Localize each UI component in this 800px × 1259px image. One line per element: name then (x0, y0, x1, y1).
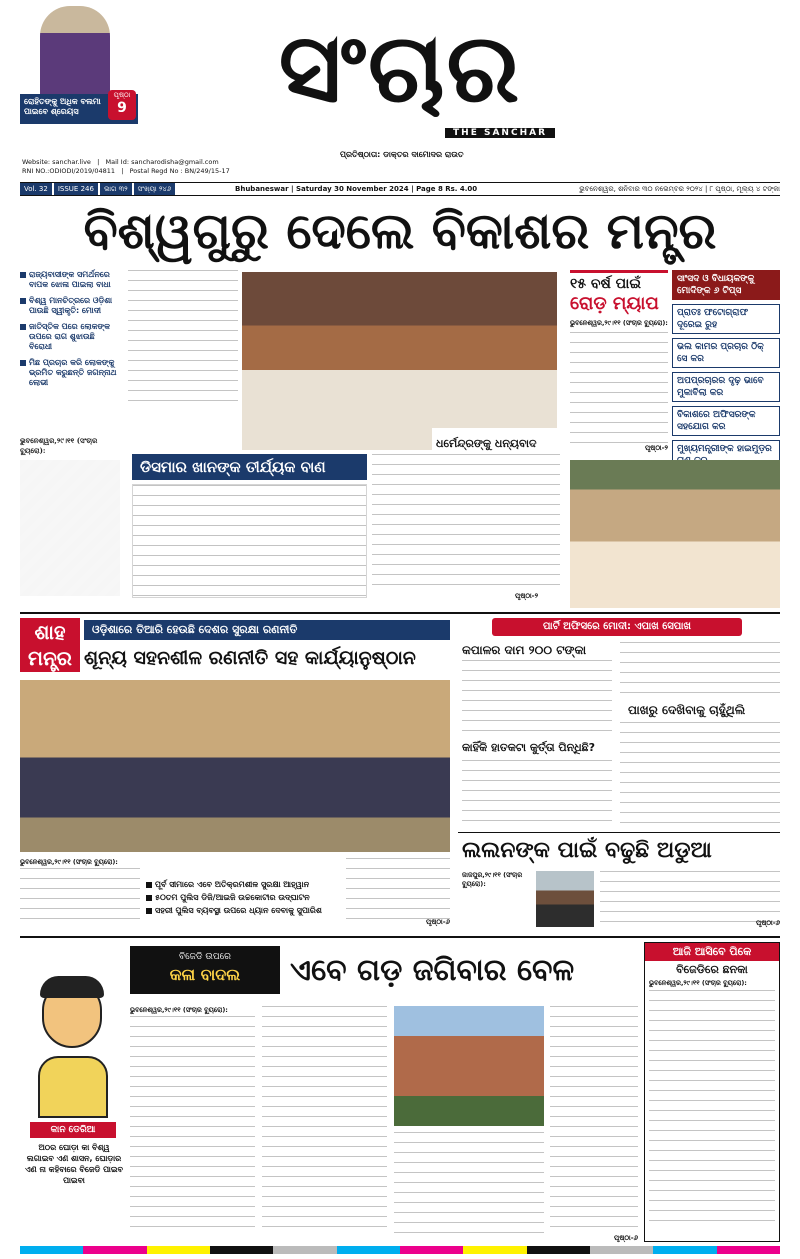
dateline-right: ଭୁବନେଶ୍ୱର, ଶନିବାର ୩୦ ନଭେମ୍ବର ୨୦୨୪ | ୮ ପୃଷ୍ଠା, ମୂଲ୍ୟ ୪ ଟଙ୍କା (579, 185, 780, 193)
party-office-section (458, 618, 780, 828)
promo-block[interactable] (20, 6, 138, 146)
shah-photo (20, 680, 450, 852)
shah-kicker: ଓଡ଼ିଶାରେ ତିଆରି ହେଉଛି ଦେଶର ସୁରକ୍ଷା ରଣନୀତି (84, 620, 450, 640)
mla-tip: ପ୍ରାତଃ ଫଟୋଗ୍ରାଫ ଦୂରେଇ ରୁହ (672, 304, 780, 334)
bjd-headline: ଏବେ ଗଡ଼ ଜଗିବାର ବେଳ (290, 953, 575, 988)
rni-text: RNI NO.:ODIODI/2019/04811 (22, 167, 116, 175)
bullet-icon (20, 324, 26, 330)
lead-sub-body (132, 484, 367, 598)
lead-section (20, 266, 565, 606)
lalan-headline: ଲଲନଙ୍କ ପାଇଁ ବଢୁଛି ଅଡୁଆ (462, 838, 712, 863)
section-divider-2 (20, 936, 780, 938)
masthead (0, 0, 800, 180)
dateline-bar (20, 182, 780, 196)
party-body-2 (620, 642, 780, 698)
lead-body-left (20, 436, 120, 596)
dateline-left (20, 183, 175, 195)
roadmap-title-main: ରୋଡ଼ ମ୍ୟାପ (570, 293, 659, 314)
bullet-icon (20, 272, 26, 278)
bjd-body-3 (394, 1132, 544, 1236)
lead-body-col2 (128, 270, 238, 410)
logo-subtitle: THE SANCHAR (445, 128, 555, 138)
promo-page-num: 9 (117, 100, 127, 116)
party-banner: ପାର୍ଟି ଅଫିସରେ ମୋଦୀ: ଏପାଖ ସେପାଖ (492, 618, 742, 636)
bjd-body-2 (262, 1006, 387, 1236)
bjd-kicker-bottom: କଳା ବାଦଲ (169, 965, 241, 984)
bullet-icon (20, 298, 26, 304)
mla-tips-box (672, 270, 780, 460)
bullet-icon (146, 895, 152, 901)
mla-tip: ବିକାଶରେ ଅଫିସରଙ୍କ ସହଯୋଗ କର (672, 406, 780, 436)
party-body-4 (620, 722, 780, 824)
mla-tip: ମୁଖ୍ୟମନ୍ତ୍ରୀଙ୍କ ହାଇମୁଡ଼ର (672, 440, 780, 470)
logo (235, 8, 565, 138)
promo-page-label: ପୃଷ୍ଠା (113, 91, 131, 99)
shah-cont[interactable]: ପୃଷ୍ଠା-୬ (426, 918, 450, 926)
promo-player-photo (40, 6, 110, 96)
lalan-cont[interactable]: ପୃଷ୍ଠା-୬ (756, 919, 780, 927)
promo-page-badge (108, 90, 136, 120)
lead-sub-headline: ଡିସମାର ଖାନଙ୍କ ତୀର୍ଯ୍ୟକ ବାଣ (132, 454, 367, 480)
sankhya-label: ସଂଖ୍ୟା ୨୪୬ (134, 183, 176, 195)
mla-tip: ଅପପ୍ରଚାରର ଦୃଢ଼ ଭାବେ ମୁକାବିଲା କର (672, 372, 780, 402)
shah-label: ଶାହ ମନ୍ତ୍ର (28, 620, 72, 670)
bjd-cont[interactable]: ପୃଷ୍ଠା-୬ (614, 1234, 638, 1242)
roadmap-body (570, 332, 668, 444)
cartoon-label: କାନ ଡେରିଆ (30, 1122, 116, 1138)
party-sub2: କାହିଁକି ହାତକଟା କୁର୍ତ୍ତା ପିନ୍ଧିଛି? (462, 741, 596, 754)
shah-headline: ଶୂନ୍ୟ ସହନଶୀଳ ରଣନୀତି ସହ କାର୍ଯ୍ୟାନୁଷ୍ଠାନ (84, 647, 416, 669)
lead-headline: ବିଶ୍ୱଗୁରୁ ଦେଲେ ବିକାଶର ମନ୍ତ୍ର (83, 202, 717, 260)
bjd-photo (394, 1006, 544, 1126)
pk-box (644, 942, 780, 1242)
promo-text: ରୋହିତଙ୍କୁ ଅଧିକ ବଲମା ପାଇବେ ଶ୍ରେୟସ (24, 97, 101, 116)
shah-body-right (346, 858, 450, 922)
bjd-section (130, 942, 638, 1242)
lead-cont[interactable]: ପୃଷ୍ଠା-୨ (515, 592, 539, 600)
roadmap-dateline: ଭୁବନେଶ୍ୱର,୨୯।୧୧ (ସଂଚାର ବ୍ୟୁରୋ): (570, 319, 668, 327)
lead-photo (242, 272, 557, 450)
lead-body-col3 (372, 454, 560, 594)
roadmap-cont[interactable]: ପୃଷ୍ଠା-୨ (644, 444, 668, 452)
cartoon-text: ଅଠର ଘୋଡ଼ା କା ବିଶ୍ୱ ଲଗାଇବ ଏଣ ଶାସନ, ଘୋଡ଼ାର ଏଣ ନା କହିବାରେ ବିଜେଡି ପାଇବ ପାଇବା (24, 1143, 123, 1185)
pk-body (649, 990, 775, 1226)
lalan-body (600, 871, 780, 927)
mla-tips-title: ସାଂସଦ ଓ ବିଧାୟକଙ୍କୁ ମୋଦିଙ୍କ ୬ ଟିପ୍ସ (672, 270, 780, 300)
lead-bullets (20, 270, 120, 410)
shah-label-box (20, 618, 80, 672)
shah-bullet: ସହରୀ ପୁଲିସ ବ୍ୟବସ୍ଥା ଉପରେ ଧ୍ୟାନ ଦେବାକୁ ସୁପାରିଶ (146, 906, 340, 916)
roadmap-section (570, 270, 668, 460)
website-text[interactable]: Website: sanchar.live (22, 158, 91, 166)
lead-bullet: ବିଶ୍ୱ ମାନଚିତ୍ରରେ ଓଡ଼ିଶା ପାଉଛି ସ୍ୱୀକୃତି: ମୋଦୀ (20, 296, 120, 316)
roadmap-title-top: ୧୫ ବର୍ଷ ପାଇଁ (570, 270, 668, 293)
party-body-3 (462, 760, 612, 824)
party-body-1 (462, 660, 612, 736)
party-lead: କପାଳର ଦାମ ୨୦୦ ଟଙ୍କା (462, 643, 587, 657)
mla-tip: ଭଲ କାମର ପ୍ରଚାର ଠିକ୍ ସେ କର (672, 338, 780, 368)
lalan-section (458, 832, 780, 928)
shah-bullet: ପୂର୍ବ ସୀମାରେ ଏବେ ଅତିକ୍ରମଶୀଳ ସୁରକ୍ଷା ଆହ୍ୱାନ (146, 880, 340, 890)
lead-photo-caption: ଧର୍ମେନ୍ଦ୍ରଙ୍କୁ ଧନ୍ୟବାଦ (436, 437, 537, 450)
shah-bullet: ୫୦ତମ ପୁଲିସ ଡିଜି/ଆଇଜି ଉଚ୍ଚକୋଟୀର ଉଦ୍‌ଘାଟନ (146, 893, 340, 903)
lead-bullet: ମିଛ ପ୍ରଚାର କରି ଲୋକଙ୍କୁ ଭ୍ରମିତ କରୁଛନ୍ତି ଜଗନ୍ନାଥ ଲୋଭୀ (20, 358, 120, 388)
bullet-icon (20, 360, 26, 366)
bullet-icon (146, 908, 152, 914)
cartoon-hair (40, 976, 104, 998)
shah-section (20, 618, 450, 928)
cartoon-image (24, 948, 122, 1118)
bjd-body-1 (130, 1016, 255, 1236)
bjd-body-4 (550, 1006, 638, 1236)
postal-text: Postal Regd No : BN/249/15-17 (129, 167, 230, 175)
color-strip (20, 1246, 780, 1254)
pk-dateline: ଭୁବନେଶ୍ୱର,୨୯।୧୧ (ସଂଚାର ବ୍ୟୁରୋ): (649, 979, 747, 987)
issue-label: ISSUE 246 (54, 183, 98, 195)
photo-caption-box (432, 428, 557, 450)
roadmap-photo (570, 460, 780, 608)
cartoon-body (38, 1056, 108, 1118)
lead-bullet: ରାଜ୍ୟବାସୀଙ୍କ ସମର୍ଥନରେ ବାପକ ଝୋଳା ପାଇଲା ବାଧା (20, 270, 120, 290)
shah-bullets (146, 880, 340, 916)
pk-sub: ବିଜେଡିରେ ଛନକା (676, 963, 748, 976)
pk-title: ଆଜି ଆସିବେ ପିକେ (645, 943, 779, 961)
bullet-icon (146, 882, 152, 888)
party-sub1: ପାଖରୁ ଦେଖିବାକୁ ଚାହୁଁଥିଲି (628, 703, 746, 717)
mail-text[interactable]: Mail Id: sancharodisha@gmail.com (105, 158, 219, 166)
shah-body-left (20, 868, 140, 928)
bjd-kicker (130, 946, 280, 994)
section-divider (20, 612, 780, 614)
masthead-info: Website: sanchar.live | Mail Id: sancharodisha@gmail.com RNI NO.:ODIODI/2019/04811 | Postal Regd No : BN/249/15-17 (22, 158, 230, 175)
bhag-label: ଭାଗ ୩୨ (100, 183, 132, 195)
cartoon-box (20, 942, 126, 1242)
dateline-center: Bhubaneswar | Saturday 30 November 2024 | Page 8 Rs. 4.00 (235, 185, 478, 193)
lead-dateline: ଭୁବନେଶ୍ୱର,୨୯।୧୧ (ସଂଚାର ବ୍ୟୁରୋ): (20, 436, 98, 455)
founder-line: ପ୍ରତିଷ୍ଠାତା: ଡାକ୍ତର ଦାମୋଦର ରାଉତ (340, 150, 464, 159)
lalan-photo (536, 871, 594, 927)
lalan-dateline: ଜାଜପୁର,୨୯।୧୧ (ସଂଚାର ବ୍ୟୁରୋ): (462, 871, 523, 888)
bjd-dateline: ଭୁବନେଶ୍ୱର,୨୯।୧୧ (ସଂଚାର ବ୍ୟୁରୋ): (130, 1006, 228, 1014)
lead-bullet: ଜାତିସ୍ତିକ ପରେ ଲୋକଙ୍କ ଉପରେ ରାଗ ଶୁଝାଉଛି ବିରୋଧୀ (20, 322, 120, 352)
logo-text: ସଂଚାର (278, 12, 522, 124)
vol-label: Vol. 32 (20, 183, 52, 195)
bjd-kicker-top: ବିଜେଡି ଉପରେ (179, 952, 231, 962)
shah-dateline: ଭୁବନେଶ୍ୱର,୨୯।୧୧ (ସଂଚାର ବ୍ୟୁରୋ): (20, 858, 118, 866)
